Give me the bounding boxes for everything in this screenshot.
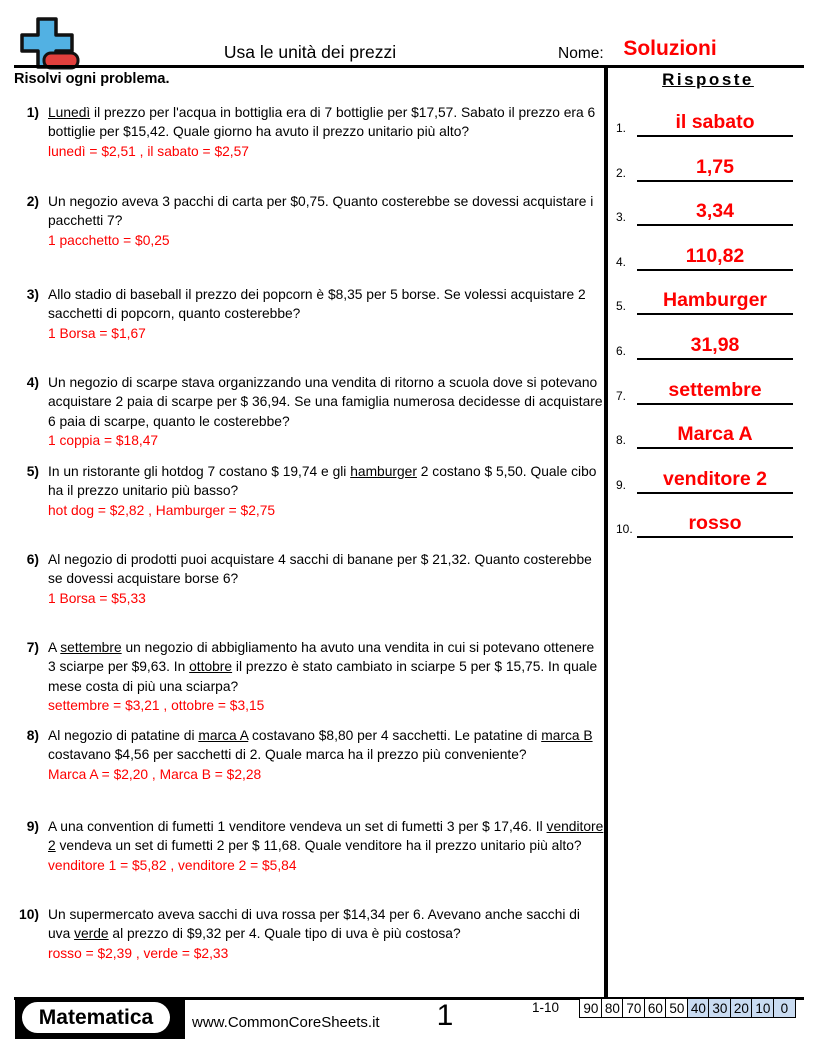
problem-text-segment: al prezzo di $9,32 per 4. Quale tipo di uva è più costosa?: [108, 926, 461, 942]
answer-value: rosso: [688, 512, 742, 535]
answer-row: [616, 462, 793, 494]
problem-text-segment: costavano $8,80 per 4 sacchetti. Le patatine di: [248, 728, 542, 743]
answer-number: 8.: [616, 433, 627, 448]
score-cell: 0: [773, 998, 796, 1018]
problem-text-segment: 2 costano $ 5,50. Quale cibo ha il prezzo unitario più basso?: [48, 464, 597, 499]
problem-number: 5): [26, 464, 39, 479]
problem-item: [14, 550, 604, 608]
answer-value: 1,75: [696, 155, 734, 178]
problem-text: [48, 728, 593, 762]
problem-text-segment: Al negozio di prodotti puoi acquistare 4 sacchi di banane per $ 21,32. Quanto costerebbe se dovessi acquistare borse 6?: [48, 552, 592, 587]
answer-row: [616, 283, 793, 315]
problem-text: [48, 907, 580, 941]
problem-text-segment: Un supermercato aveva sacchi di uva rossa per $14,34 per 6. Avevano anche sacchi di uva: [48, 907, 581, 942]
answer-value: 110,82: [685, 244, 745, 267]
name-label: Nome:: [558, 45, 604, 62]
problem-number: 4): [26, 375, 39, 390]
answer-number: 5.: [616, 299, 627, 314]
answer-number: 6.: [616, 344, 627, 358]
score-cell: 10: [751, 998, 774, 1018]
problem-item: [14, 638, 604, 716]
website-link: www.CommonCoreSheets.it: [192, 1014, 380, 1031]
answer-value: venditore 2: [662, 467, 768, 490]
answer-value: 31,98: [690, 334, 740, 356]
problem-item: [14, 905, 604, 963]
instructions-text: Risolvi ogni problema.: [14, 71, 170, 87]
answer-value: 3,34: [696, 200, 734, 223]
problem-text-segment: il prezzo è stato cambiato in sciarpe 5 per $ 15,75. In quale mese costa di più una sciarpa?: [48, 659, 598, 694]
problem-number: 9): [26, 819, 39, 834]
answer-number: 3.: [616, 210, 627, 225]
answer-value: Hamburger: [662, 289, 768, 312]
problem-work-answer: 1 pacchetto = $0,25: [48, 232, 170, 248]
answer-number: 7.: [616, 388, 627, 403]
answer-number: 2.: [616, 165, 627, 180]
problem-text-segment: A: [48, 640, 61, 655]
problem-text: [48, 819, 603, 853]
problem-text-segment: costavano $4,56 per sacchetti di 2. Quale marca ha il prezzo più conveniente?: [48, 747, 527, 763]
problem-work-answer: Marca A = $2,20 , Marca B = $2,28: [48, 766, 262, 782]
problem-item: [14, 103, 604, 161]
answer-row: [616, 194, 793, 226]
answer-row: [616, 506, 793, 538]
score-cell: 20: [730, 998, 753, 1018]
problems-list: [14, 0, 604, 1000]
problem-number: 3): [26, 287, 39, 302]
problem-work-answer: rosso = $2,39 , verde = $2,33: [48, 945, 229, 961]
answer-number: 9.: [616, 477, 627, 492]
problem-text-segment: Al negozio di patatine di: [48, 728, 199, 743]
answer-number: 1.: [616, 121, 627, 135]
underlined-term: marca A: [198, 728, 249, 743]
problem-text: [48, 464, 596, 498]
score-cell: 90: [579, 998, 602, 1018]
answers-list: [616, 0, 793, 560]
underlined-term: settembre: [60, 640, 122, 655]
answer-value: il sabato: [675, 111, 755, 133]
answer-row: [616, 105, 793, 137]
problem-work-answer: 1 Borsa = $1,67: [48, 325, 146, 341]
problem-text: [48, 105, 595, 139]
problem-text-segment: A una convention di fumetti 1 venditore vendeva un set di fumetti 3 per $ 17,46. Il: [48, 819, 547, 834]
problem-number: 6): [26, 552, 39, 567]
problem-text: [48, 640, 597, 694]
answer-row: [616, 417, 793, 449]
problem-work-answer: lunedì = $2,51 , il sabato = $2,57: [48, 143, 249, 159]
answer-value: Marca A: [677, 423, 753, 446]
problem-text: [48, 552, 592, 586]
problem-item: [14, 373, 604, 451]
problem-text: [48, 287, 586, 321]
problem-text: [48, 375, 603, 429]
score-table: [581, 998, 796, 1018]
problem-text-segment: Un negozio di scarpe stava organizzando una vendita di ritorno a scuola dove si potevano acquistare 2 paia di scarpe per $ 36,94. Se una famiglia numerosa decidesse di acquistare 6 paia di scarpe, quanto le costerebbe?: [48, 375, 603, 429]
problem-text-segment: vendeva un set di fumetti 2 per $ 11,68. Quale venditore ha il prezzo unitario più alto?: [55, 838, 582, 854]
answer-row: [616, 373, 793, 405]
problem-text-segment: Un negozio aveva 3 pacchi di carta per $0,75. Quanto costerebbe se dovessi acquistare i pacchetti 7?: [48, 194, 594, 229]
problem-number: 8): [26, 728, 39, 743]
score-cell: 60: [644, 998, 667, 1018]
problem-text-segment: un negozio di abbigliamento ha avuto una vendita in cui si potevano ottenere 3 sciarpe per $9,63. In: [48, 640, 595, 675]
problem-work-answer: venditore 1 = $5,82 , venditore 2 = $5,84: [48, 857, 297, 873]
problem-work-answer: settembre = $3,21 , ottobre = $3,15: [48, 698, 265, 714]
name-value-solutions: Soluzioni: [623, 37, 717, 60]
problem-work-answer: 1 coppia = $18,47: [48, 433, 159, 449]
answer-row: [616, 328, 793, 360]
problem-item: [14, 462, 604, 520]
score-cell: 80: [601, 998, 624, 1018]
answer-row: [616, 239, 793, 271]
underlined-term: marca B: [541, 728, 593, 743]
problem-work-answer: hot dog = $2,82 , Hamburger = $2,75: [48, 502, 276, 518]
problem-text: [48, 194, 593, 228]
problem-item: [14, 192, 604, 250]
problem-item: [14, 817, 604, 875]
answer-row: [616, 150, 793, 182]
score-cell: 50: [665, 998, 688, 1018]
score-cell: 30: [708, 998, 731, 1018]
page-number: 1: [436, 999, 454, 1032]
problem-number: 7): [26, 640, 39, 655]
answer-number: 4.: [616, 254, 627, 269]
score-cell: 40: [687, 998, 710, 1018]
page-title: Usa le unità dei prezzi: [223, 42, 397, 62]
problem-number: 1): [26, 105, 39, 120]
problem-item: [14, 285, 604, 343]
problem-text-segment: In un ristorante gli hotdog 7 costano $ 19,74 e gli: [48, 464, 351, 479]
score-cell: 70: [622, 998, 645, 1018]
problem-item: [14, 726, 604, 784]
score-range-label: 1-10: [532, 1000, 560, 1015]
column-divider-line: [604, 68, 608, 997]
underlined-term: venditore 2: [48, 819, 604, 854]
underlined-term: Lunedì: [48, 105, 91, 120]
problem-number: 2): [26, 194, 39, 209]
problem-text-segment: Allo stadio di baseball il prezzo dei popcorn è $8,35 per 5 borse. Se volessi acquistare 2 sacchetti di popcorn, quanto costerebbe?: [48, 287, 586, 322]
answers-panel-title: Risposte: [662, 70, 754, 89]
problem-text-segment: il prezzo per l'acqua in bottiglia era di 7 bottiglie per $17,57. Sabato il prezzo era 6 bottiglie per $15,42. Quale giorno ha avuto il prezzo unitario più alto?: [48, 105, 596, 140]
answer-number: 10.: [616, 522, 633, 537]
underlined-term: ottobre: [189, 659, 233, 675]
underlined-term: hamburger: [350, 464, 417, 479]
problem-number: 10): [19, 907, 39, 922]
brand-badge: [15, 998, 185, 1039]
problem-work-answer: 1 Borsa = $5,33: [48, 590, 146, 606]
answer-value: settembre: [668, 378, 762, 401]
underlined-term: verde: [74, 926, 109, 942]
brand-label: Matematica: [22, 1002, 170, 1033]
